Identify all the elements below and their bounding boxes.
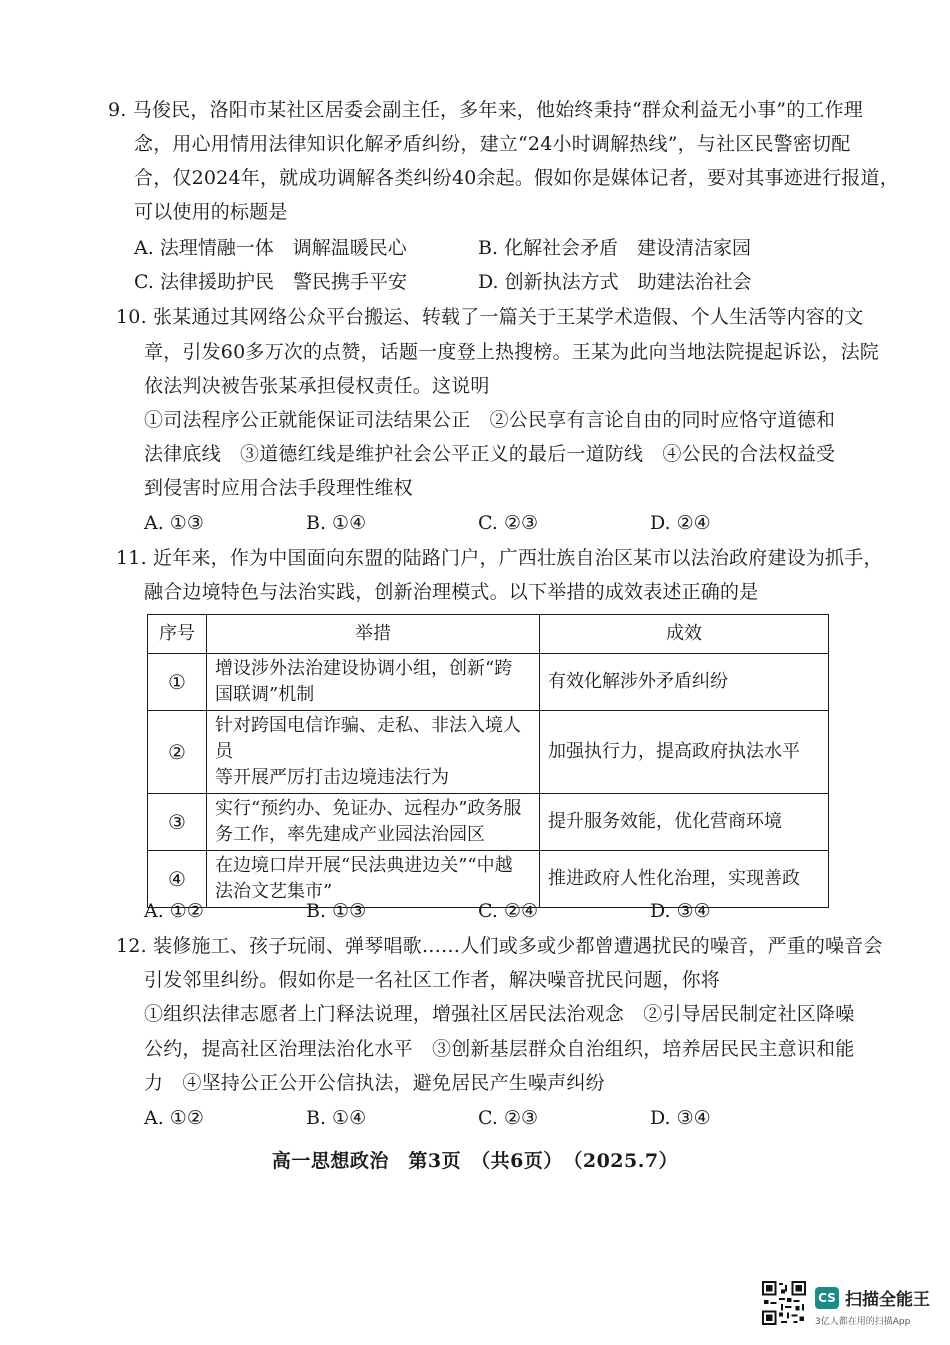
- camscanner-logo-icon: CS: [815, 1287, 839, 1309]
- q10-option-b: B. ①④: [306, 512, 367, 534]
- row-measure-line: 实行“预约办、免证办、远程办”政务服: [215, 798, 522, 819]
- q9-line-1: 9. 马俊民，洛阳市某社区居委会副主任，多年来，他始终秉持“群众利益无小事”的工作理: [108, 99, 863, 121]
- q10-option-d: D. ②④: [650, 512, 711, 534]
- q11-option-d: D. ③④: [650, 900, 711, 922]
- q11-option-b: B. ①③: [306, 900, 367, 922]
- q12-line-1: 12. 装修施工、孩子玩闹、弹琴唱歌……人们或多或少都曾遭遇扰民的噪音，严重的噪音会: [116, 935, 883, 957]
- row-number: ④: [148, 851, 207, 908]
- row-measure-line: 针对跨国电信诈骗、走私、非法入境人员: [215, 715, 521, 762]
- q9-line-3: 合，仅2024年，就成功调解各类纠纷40余起。假如你是媒体记者，要对其事迹进行报道，: [134, 167, 899, 189]
- q10-option-c: C. ②③: [478, 512, 539, 534]
- row-effect: 提升服务效能，优化营商环境: [540, 794, 829, 851]
- header-effect: 成效: [540, 615, 829, 654]
- row-number: ②: [148, 711, 207, 794]
- q9-option-b: B. 化解社会矛盾 建设清洁家园: [478, 237, 752, 259]
- row-number: ①: [148, 654, 207, 711]
- measures-table: [147, 614, 829, 908]
- row-measure: [207, 794, 540, 851]
- q12-option-a: A. ①②: [144, 1107, 204, 1129]
- q11-line-1: 11. 近年来，作为中国面向东盟的陆路门户，广西壮族自治区某市以法治政府建设为抓手，: [116, 547, 883, 569]
- row-effect: 有效化解涉外矛盾纠纷: [540, 654, 829, 711]
- q12-option-d: D. ③④: [650, 1107, 711, 1129]
- row-effect: 加强执行力，提高政府执法水平: [540, 711, 829, 794]
- q10-line-4: ①司法程序公正就能保证司法结果公正 ②公民享有言论自由的同时应恪守道德和: [144, 409, 836, 431]
- table-row: [148, 654, 829, 711]
- row-measure-line: 国联调”机制: [215, 684, 315, 705]
- q9-option-d: D. 创新执法方式 助建法治社会: [478, 271, 752, 293]
- page-footer: 高一思想政治 第3页 （共6页） （2025.7）: [271, 1150, 679, 1172]
- q12-line-4: 公约，提高社区治理法治化水平 ③创新基层群众自治组织，培养居民民主意识和能: [144, 1038, 855, 1060]
- header-measure: 举措: [207, 615, 540, 654]
- q10-line-6: 到侵害时应用合法手段理性维权: [144, 477, 413, 499]
- q11-option-a: A. ①②: [144, 900, 204, 922]
- q12-line-2: 引发邻里纠纷。假如你是一名社区工作者，解决噪音扰民问题，你将: [144, 969, 721, 991]
- q10-line-2: 章，引发60多万次的点赞，话题一度登上热搜榜。王某为此向当地法院提起诉讼，法院: [144, 341, 879, 363]
- row-measure-line: 法治文艺集市”: [215, 881, 333, 902]
- row-measure-line: 务工作，率先建成产业园法治园区: [215, 824, 485, 845]
- q9-line-2: 念，用心用情用法律知识化解矛盾纠纷，建立“24小时调解热线”，与社区民警密切配: [134, 133, 851, 155]
- table-row: [148, 711, 829, 794]
- q9-option-c: C. 法律援助护民 警民携手平安: [134, 271, 407, 293]
- q10-line-3: 依法判决被告张某承担侵权责任。这说明: [144, 375, 490, 397]
- table-header-row: [148, 615, 829, 654]
- row-effect: 推进政府人性化治理，实现善政: [540, 851, 829, 908]
- q12-option-b: B. ①④: [306, 1107, 367, 1129]
- q10-option-a: A. ①③: [144, 512, 204, 534]
- row-measure-line: 等开展严厉打击边境违法行为: [215, 767, 449, 788]
- table-row: [148, 794, 829, 851]
- q11-line-2: 融合边境特色与法治实践，创新治理模式。以下举措的成效表述正确的是: [144, 581, 759, 603]
- q10-line-5: 法律底线 ③道德红线是维护社会公平正义的最后一道防线 ④公民的合法权益受: [144, 443, 836, 465]
- row-measure: [207, 711, 540, 794]
- q12-option-c: C. ②③: [478, 1107, 539, 1129]
- scanner-tagline: 3亿人都在用的扫描App: [815, 1317, 911, 1327]
- qr-code-icon: [762, 1281, 806, 1325]
- row-measure: [207, 654, 540, 711]
- q9-option-a: A. 法理情融一体 调解温暖民心: [134, 237, 407, 259]
- q9-line-4: 可以使用的标题是: [134, 201, 288, 223]
- row-measure-line: 在边境口岸开展“民法典进边关”“中越: [215, 855, 513, 876]
- q10-line-1: 10. 张某通过其网络公众平台搬运、转载了一篇关于王某学术造假、个人生活等内容的文: [116, 306, 864, 328]
- q12-line-3: ①组织法律志愿者上门释法说理，增强社区居民法治观念 ②引导居民制定社区降噪: [144, 1003, 855, 1025]
- q11-option-c: C. ②④: [478, 900, 539, 922]
- row-number: ③: [148, 794, 207, 851]
- row-measure-line: 增设涉外法治建设协调小组，创新“跨: [215, 658, 513, 679]
- header-number: 序号: [148, 615, 207, 654]
- q12-line-5: 力 ④坚持公正公开公信执法，避免居民产生噪声纠纷: [144, 1072, 605, 1094]
- scanner-brand: 扫描全能王: [845, 1290, 930, 1310]
